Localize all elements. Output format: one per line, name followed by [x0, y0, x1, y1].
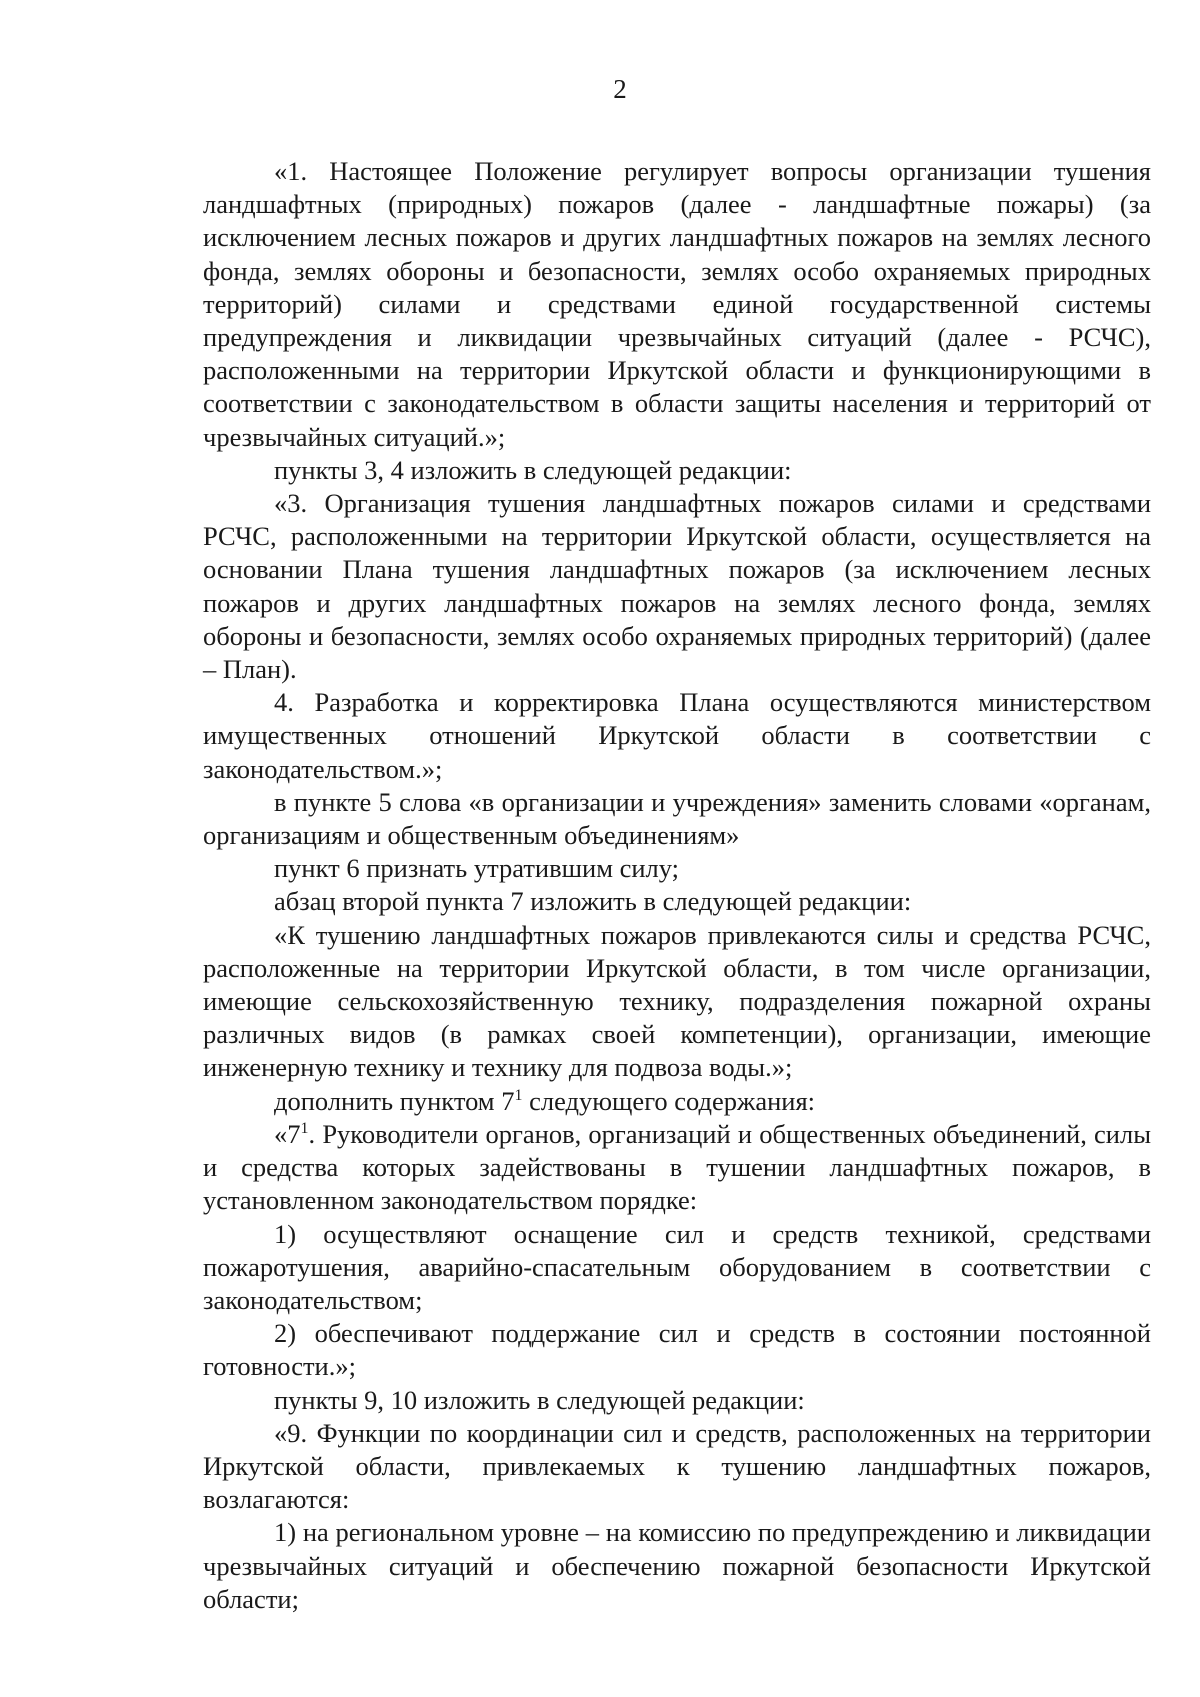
paragraph-7: абзац второй пункта 7 изложить в следующей редакции:	[274, 886, 912, 917]
paragraph-14: «9. Функции по координации сил и средств, расположенных на территории Иркутской области, привлекаемых к тушению ландшафтных пожаров, возлагаются:	[203, 1417, 1151, 1515]
paragraph-3: «3. Организация тушения ландшафтных пожаров силами и средствами РСЧС, расположенными на территории Иркутской области, осуществляется на основании Плана тушения ландшафтных пожаров (за исключением лесных пожаров и других ландшафтных пожаров на землях лесного фонда, землях обороны и безопасности, землях особо охраняемых природных территорий) (далее – План).	[203, 488, 1151, 685]
page-number: 2	[613, 74, 627, 104]
paragraph-13: пункты 9, 10 изложить в следующей редакции:	[274, 1384, 805, 1415]
paragraph-5: в пункте 5 слова «в организации и учреждения» заменить словами «органам, организациям и общественным объединениям»	[203, 786, 1151, 851]
paragraph-9-text-before: дополнить пунктом 7	[274, 1085, 515, 1116]
paragraph-12: 2) обеспечивают поддержание сил и средств в состоянии постоянной готовности.»;	[203, 1318, 1151, 1382]
paragraph-1: «1. Настоящее Положение регулирует вопросы организации тушения ландшафтных (природных) пожаров (далее - ландшафтные пожары) (за исключением лесных пожаров и других ландшафтных пожаров на землях лесного фонда, землях обороны и безопасности, землях особо охраняемых природных территорий) силами и средствами единой государственной системы предупреждения и ликвидации чрезвычайных ситуаций (далее - РСЧС), расположенными на территории Иркутской области и функционирующими в соответствии с законодательством в области защиты населения и территорий от чрезвычайных ситуаций.»;	[203, 156, 1151, 452]
paragraph-9-text-after: следующего содержания:	[522, 1085, 816, 1116]
superscript-marker: 1	[514, 1086, 523, 1104]
document-body	[203, 155, 1151, 1616]
superscript-marker: 1	[300, 1119, 309, 1137]
paragraph-10-text-before: «7	[274, 1118, 301, 1149]
paragraph-6: пункт 6 признать утратившим силу;	[274, 853, 680, 884]
paragraph-4: 4. Разработка и корректировка Плана осуществляются министерством имущественных отношений Иркутской области в соответствии с законодательством.»;	[203, 687, 1151, 784]
paragraph-9	[203, 1085, 1151, 1118]
paragraph-10-text-after: . Руководители органов, организаций и общественных объединений, силы и средства которых задействованы в тушении ландшафтных пожаров, в установленном законодательством порядке:	[203, 1118, 1151, 1216]
paragraph-15: 1) на региональном уровне – на комиссию по предупреждению и ликвидации чрезвычайных ситуаций и обеспечению пожарной безопасности Иркутской области;	[203, 1517, 1151, 1614]
paragraph-11: 1) осуществляют оснащение сил и средств техникой, средствами пожаротушения, аварийно-спасательным оборудованием в соответствии с законодательством;	[203, 1218, 1151, 1315]
paragraph-10	[203, 1118, 1151, 1218]
paragraph-8: «К тушению ландшафтных пожаров привлекаются силы и средства РСЧС, расположенные на территории Иркутской области, в том числе организации, имеющие сельскохозяйственную технику, подразделения пожарной охраны различных видов (в рамках своей компетенции), организации, имеющие инженерную технику и технику для подвоза воды.»;	[203, 919, 1151, 1083]
paragraph-2: пункты 3, 4 изложить в следующей редакции:	[274, 454, 792, 485]
